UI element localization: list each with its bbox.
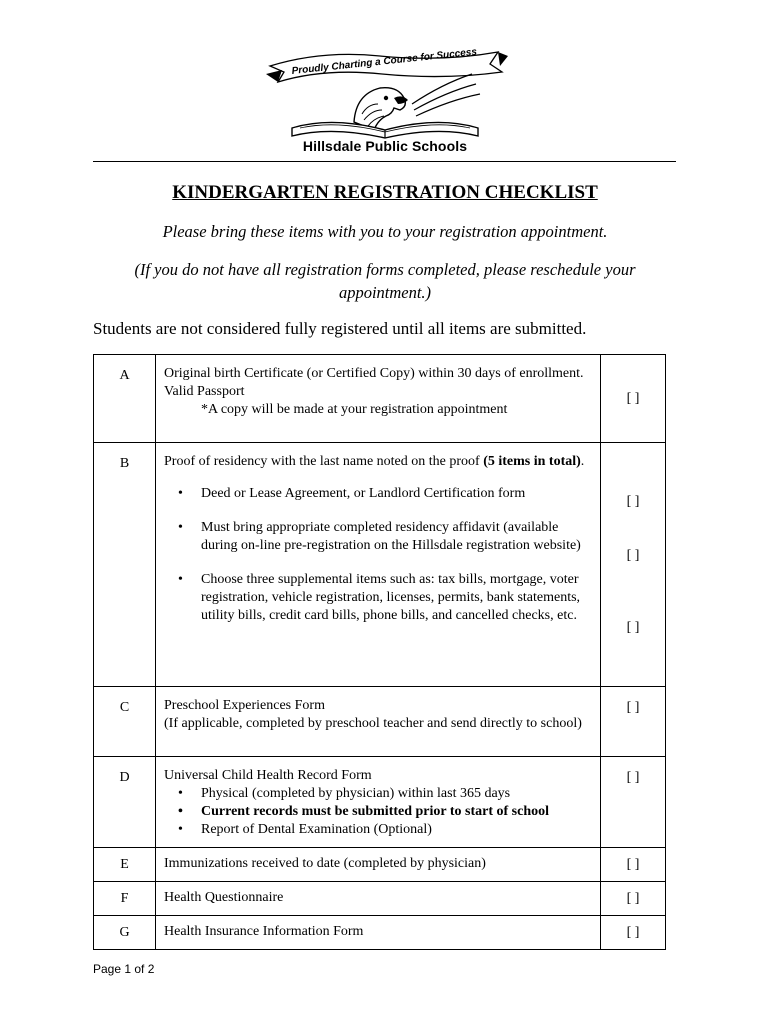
checklist-row-b bbox=[94, 443, 666, 687]
checkbox[interactable]: [ ] bbox=[626, 620, 640, 635]
preschool-form-note: (If applicable, completed by preschool teacher and send directly to school) bbox=[164, 716, 582, 731]
residency-intro bbox=[164, 453, 592, 471]
checkbox[interactable]: [ ] bbox=[601, 848, 666, 882]
row-description: Immunizations received to date (completed by physician) bbox=[156, 848, 601, 882]
residency-intro-end: . bbox=[580, 454, 585, 469]
checkbox[interactable]: [ ] bbox=[601, 687, 666, 757]
row-letter: B bbox=[94, 443, 156, 687]
row-letter: C bbox=[94, 687, 156, 757]
row-description: Health Questionnaire bbox=[156, 882, 601, 916]
list-item: • Physical (completed by physician) within last 365 days bbox=[164, 785, 592, 803]
registration-note: Students are not considered fully registered until all items are submitted. bbox=[93, 319, 587, 338]
header-divider bbox=[93, 161, 676, 162]
checkbox[interactable]: [ ] bbox=[601, 757, 666, 848]
checklist-row-c bbox=[94, 687, 666, 757]
health-record-bullets bbox=[164, 785, 592, 839]
residency-item-count: (5 items in total) bbox=[483, 454, 581, 469]
checklist-row-g bbox=[94, 916, 666, 950]
checklist-row-a bbox=[94, 355, 666, 443]
list-item: • Choose three supplemental items such as: tax bills, mortgage, voter registration, vehicle registration, licenses, permits, bank statements, utility bills, credit card bills, phone bills, and cancelled checks, etc. bbox=[164, 571, 592, 625]
preschool-form-text: Preschool Experiences Form bbox=[164, 698, 325, 713]
checkbox[interactable]: [ ] bbox=[626, 548, 640, 563]
list-item: • Deed or Lease Agreement, or Landlord Certification form bbox=[164, 485, 592, 503]
checkbox[interactable]: [ ] bbox=[601, 355, 666, 443]
health-record-text: Universal Child Health Record Form bbox=[164, 768, 372, 783]
passport-text: Valid Passport bbox=[164, 384, 245, 399]
checklist-row-e bbox=[94, 848, 666, 882]
row-description: Health Insurance Information Form bbox=[156, 916, 601, 950]
checklist-table bbox=[93, 354, 666, 950]
row-letter: G bbox=[94, 916, 156, 950]
list-item: • Current records must be submitted prior to start of school bbox=[164, 803, 592, 821]
row-description bbox=[156, 687, 601, 757]
row-letter: E bbox=[94, 848, 156, 882]
reschedule-note: (If you do not have all registration forms completed, please reschedule your appointment.) bbox=[134, 260, 636, 302]
list-item: • Must bring appropriate completed residency affidavit (available during on-line pre-registration on the Hillsdale registration website) bbox=[164, 519, 592, 555]
checkbox[interactable]: [ ] bbox=[601, 916, 666, 950]
row-description bbox=[156, 443, 601, 687]
row-description bbox=[156, 355, 601, 443]
checkbox[interactable]: [ ] bbox=[626, 494, 640, 509]
school-logo bbox=[262, 44, 508, 156]
residency-intro-text: Proof of residency with the last name noted on the proof bbox=[164, 454, 484, 469]
row-description bbox=[156, 757, 601, 848]
residency-checkboxes bbox=[601, 443, 666, 687]
row-letter: A bbox=[94, 355, 156, 443]
list-item: • Report of Dental Examination (Optional) bbox=[164, 821, 592, 839]
checkbox[interactable]: [ ] bbox=[601, 882, 666, 916]
subtitle: Please bring these items with you to your registration appointment. bbox=[162, 222, 608, 241]
residency-bullets bbox=[164, 485, 592, 625]
checklist-row-d bbox=[94, 757, 666, 848]
row-letter: F bbox=[94, 882, 156, 916]
svg-text:Proudly Charting a Course for: Proudly Charting a Course for Success bbox=[291, 46, 478, 77]
birth-certificate-text: Original birth Certificate (or Certified Copy) within 30 days of enrollment. bbox=[164, 366, 584, 381]
school-name: Hillsdale Public Schools bbox=[302, 138, 468, 154]
row-letter: D bbox=[94, 757, 156, 848]
page-title: KINDERGARTEN REGISTRATION CHECKLIST bbox=[172, 182, 598, 203]
copy-note: *A copy will be made at your registration appointment bbox=[201, 402, 508, 417]
checklist-row-f bbox=[94, 882, 666, 916]
page-number: Page 1 of 2 bbox=[93, 962, 155, 976]
